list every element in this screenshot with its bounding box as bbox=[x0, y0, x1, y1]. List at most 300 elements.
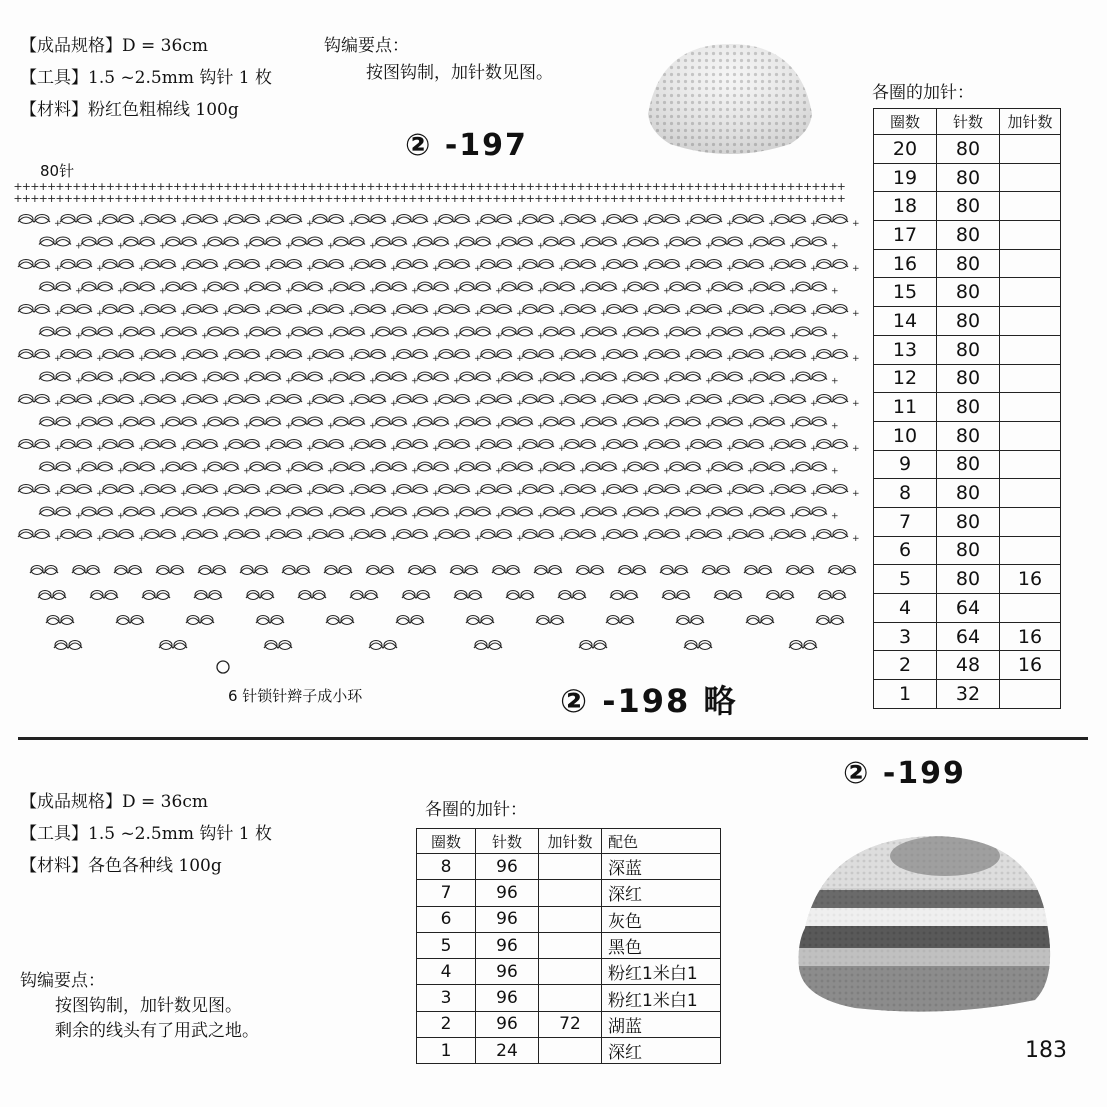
svg-text:+: + bbox=[96, 489, 104, 499]
svg-text:+: + bbox=[584, 180, 594, 193]
table-cell bbox=[1000, 479, 1061, 508]
title-197: ② -197 bbox=[405, 128, 528, 163]
svg-text:+: + bbox=[357, 180, 368, 193]
table-cell: 1 bbox=[417, 1038, 476, 1064]
svg-text:+: + bbox=[634, 192, 645, 205]
svg-text:+: + bbox=[54, 354, 62, 364]
svg-text:+: + bbox=[684, 264, 692, 274]
svg-text:+: + bbox=[130, 192, 141, 205]
svg-text:+: + bbox=[307, 192, 317, 205]
svg-text:+: + bbox=[147, 192, 158, 205]
svg-text:+: + bbox=[475, 192, 485, 205]
svg-text:+: + bbox=[243, 241, 251, 252]
svg-text:+: + bbox=[206, 180, 216, 193]
svg-text:+: + bbox=[390, 399, 398, 409]
table-cell: 6 bbox=[874, 536, 937, 565]
table-cell: 80 bbox=[937, 393, 1000, 422]
table-cell: 80 bbox=[937, 421, 1000, 450]
svg-text:+: + bbox=[222, 219, 230, 229]
svg-text:+: + bbox=[726, 399, 734, 409]
svg-text:+: + bbox=[159, 376, 167, 387]
svg-text:+: + bbox=[138, 444, 146, 454]
svg-text:+: + bbox=[349, 192, 359, 205]
table-cell: 64 bbox=[937, 622, 1000, 651]
table-cell: 12 bbox=[874, 364, 937, 393]
table-cell bbox=[1000, 680, 1061, 709]
svg-text:+: + bbox=[718, 192, 729, 205]
svg-text:+: + bbox=[285, 286, 293, 297]
svg-text:+: + bbox=[579, 376, 587, 387]
svg-text:+: + bbox=[621, 421, 629, 432]
svg-text:+: + bbox=[80, 192, 90, 205]
hat-photo-199 bbox=[795, 828, 1060, 1018]
svg-text:+: + bbox=[495, 331, 503, 342]
svg-text:+: + bbox=[54, 489, 62, 499]
table-cell: 16 bbox=[1000, 622, 1061, 651]
svg-text:+: + bbox=[21, 192, 32, 205]
svg-text:+: + bbox=[810, 534, 818, 544]
svg-text:+: + bbox=[222, 489, 230, 499]
svg-text:+: + bbox=[399, 192, 410, 205]
svg-text:+: + bbox=[579, 466, 587, 477]
svg-text:+: + bbox=[432, 219, 440, 229]
svg-text:+: + bbox=[600, 219, 608, 229]
svg-text:+: + bbox=[117, 376, 125, 387]
table-cell: 13 bbox=[874, 335, 937, 364]
table-cell: 湖蓝 bbox=[602, 1011, 721, 1037]
table-cell bbox=[539, 880, 602, 906]
table-cell: 15 bbox=[874, 278, 937, 307]
svg-text:+: + bbox=[768, 219, 776, 229]
svg-text:+: + bbox=[198, 192, 208, 205]
svg-text:+: + bbox=[264, 354, 272, 364]
svg-text:+: + bbox=[567, 192, 578, 205]
svg-text:+: + bbox=[306, 354, 314, 364]
svg-text:+: + bbox=[537, 466, 545, 477]
svg-text:+: + bbox=[432, 399, 440, 409]
svg-text:+: + bbox=[600, 354, 608, 364]
svg-text:+: + bbox=[13, 180, 23, 193]
svg-text:+: + bbox=[432, 489, 440, 499]
svg-text:+: + bbox=[466, 192, 477, 205]
svg-text:+: + bbox=[54, 219, 62, 229]
svg-text:+: + bbox=[558, 264, 566, 274]
svg-text:+: + bbox=[172, 192, 183, 205]
svg-text:+: + bbox=[30, 180, 40, 193]
svg-text:+: + bbox=[96, 309, 104, 319]
notes-line2-199: 剩余的线头有了用武之地。 bbox=[55, 1021, 259, 1041]
svg-text:+: + bbox=[802, 192, 813, 205]
svg-text:+: + bbox=[542, 192, 552, 205]
svg-text:+: + bbox=[114, 180, 124, 193]
svg-text:+: + bbox=[298, 192, 309, 205]
svg-text:+: + bbox=[684, 444, 692, 454]
svg-text:+: + bbox=[374, 192, 384, 205]
svg-text:+: + bbox=[828, 192, 838, 205]
svg-text:+: + bbox=[726, 489, 734, 499]
svg-text:+: + bbox=[810, 309, 818, 319]
svg-text:+: + bbox=[117, 241, 125, 252]
svg-text:+: + bbox=[180, 489, 188, 499]
svg-text:+: + bbox=[117, 331, 125, 342]
section-divider bbox=[18, 737, 1088, 740]
header-rounds: 圈数 bbox=[417, 829, 476, 854]
table-cell: 16 bbox=[874, 249, 937, 278]
svg-text:+: + bbox=[537, 331, 545, 342]
svg-text:+: + bbox=[315, 180, 326, 193]
increase-table-199 bbox=[416, 828, 721, 1064]
svg-text:+: + bbox=[789, 376, 797, 387]
svg-text:+: + bbox=[735, 192, 746, 205]
svg-text:+: + bbox=[306, 489, 314, 499]
svg-text:+: + bbox=[201, 511, 209, 522]
svg-text:+: + bbox=[348, 264, 356, 274]
table-cell bbox=[539, 906, 602, 932]
table-cell: 96 bbox=[476, 1011, 539, 1037]
svg-text:+: + bbox=[609, 192, 620, 205]
svg-text:+: + bbox=[768, 444, 776, 454]
table-cell bbox=[1000, 421, 1061, 450]
table-cell: 80 bbox=[937, 536, 1000, 565]
svg-text:+: + bbox=[483, 192, 494, 205]
svg-text:+: + bbox=[201, 331, 209, 342]
table-cell bbox=[1000, 221, 1061, 250]
svg-text:+: + bbox=[159, 511, 167, 522]
svg-text:+: + bbox=[516, 399, 524, 409]
svg-text:+: + bbox=[164, 180, 174, 193]
svg-text:+: + bbox=[789, 421, 797, 432]
svg-text:+: + bbox=[660, 192, 670, 205]
svg-text:+: + bbox=[348, 534, 356, 544]
svg-text:+: + bbox=[240, 180, 250, 193]
svg-text:+: + bbox=[453, 466, 461, 477]
svg-text:+: + bbox=[663, 241, 671, 252]
svg-text:+: + bbox=[747, 511, 755, 522]
svg-text:+: + bbox=[243, 286, 251, 297]
svg-text:+: + bbox=[248, 192, 258, 205]
svg-text:+: + bbox=[348, 219, 356, 229]
svg-text:+: + bbox=[550, 192, 561, 205]
svg-text:+: + bbox=[663, 286, 671, 297]
svg-text:+: + bbox=[760, 180, 771, 193]
svg-text:+: + bbox=[54, 264, 62, 274]
table-row bbox=[874, 479, 1061, 508]
table-row bbox=[417, 880, 721, 906]
svg-text:+: + bbox=[105, 192, 116, 205]
table-cell bbox=[1000, 163, 1061, 192]
table-cell bbox=[1000, 192, 1061, 221]
svg-text:+: + bbox=[810, 264, 818, 274]
svg-text:+: + bbox=[450, 180, 460, 193]
svg-text:+: + bbox=[537, 286, 545, 297]
table-cell: 80 bbox=[937, 364, 1000, 393]
table-row bbox=[417, 1038, 721, 1064]
svg-text:+: + bbox=[214, 192, 225, 205]
notes-title-197: 钩编要点： bbox=[324, 36, 409, 56]
table-row bbox=[874, 278, 1061, 307]
svg-text:+: + bbox=[542, 180, 552, 193]
svg-text:+: + bbox=[307, 180, 317, 193]
table-cell: 96 bbox=[476, 932, 539, 958]
svg-text:+: + bbox=[663, 376, 671, 387]
svg-text:+: + bbox=[726, 309, 734, 319]
svg-text:+: + bbox=[836, 180, 846, 193]
table-cell: 17 bbox=[874, 221, 937, 250]
svg-text:+: + bbox=[474, 219, 482, 229]
svg-text:+: + bbox=[75, 511, 83, 522]
svg-text:+: + bbox=[534, 180, 544, 193]
svg-text:+: + bbox=[584, 192, 594, 205]
svg-text:+: + bbox=[156, 180, 166, 193]
svg-text:+: + bbox=[285, 421, 293, 432]
svg-text:+: + bbox=[747, 376, 755, 387]
svg-text:+: + bbox=[390, 264, 398, 274]
svg-text:+: + bbox=[340, 180, 351, 193]
svg-text:+: + bbox=[789, 466, 797, 477]
svg-text:+: + bbox=[558, 534, 566, 544]
table-title-199: 各圈的加针： bbox=[425, 800, 527, 820]
table-cell: 80 bbox=[937, 479, 1000, 508]
svg-text:+: + bbox=[139, 192, 149, 205]
svg-text:+: + bbox=[366, 180, 376, 193]
svg-text:+: + bbox=[96, 219, 104, 229]
svg-text:+: + bbox=[726, 444, 734, 454]
svg-text:+: + bbox=[558, 309, 566, 319]
svg-text:+: + bbox=[558, 399, 566, 409]
svg-text:+: + bbox=[579, 241, 587, 252]
svg-text:+: + bbox=[222, 444, 230, 454]
svg-text:+: + bbox=[634, 180, 645, 193]
svg-text:+: + bbox=[710, 180, 720, 193]
svg-text:+: + bbox=[264, 489, 272, 499]
table-cell: 64 bbox=[937, 594, 1000, 623]
svg-text:+: + bbox=[285, 331, 293, 342]
svg-text:+: + bbox=[831, 286, 839, 297]
svg-text:+: + bbox=[243, 376, 251, 387]
svg-text:+: + bbox=[621, 511, 629, 522]
svg-text:+: + bbox=[201, 286, 209, 297]
svg-text:+: + bbox=[88, 192, 99, 205]
svg-text:+: + bbox=[273, 180, 284, 193]
svg-text:+: + bbox=[231, 192, 242, 205]
svg-text:+: + bbox=[516, 309, 524, 319]
svg-text:+: + bbox=[828, 180, 838, 193]
svg-text:+: + bbox=[811, 180, 821, 193]
svg-text:+: + bbox=[38, 180, 48, 193]
svg-text:+: + bbox=[180, 399, 188, 409]
notes-text-197: 按图钩制，加针数见图。 bbox=[366, 63, 553, 83]
table-cell: 96 bbox=[476, 854, 539, 880]
svg-text:+: + bbox=[285, 466, 293, 477]
svg-text:+: + bbox=[201, 466, 209, 477]
svg-text:+: + bbox=[55, 180, 65, 193]
svg-text:+: + bbox=[369, 241, 377, 252]
table-cell: 80 bbox=[937, 507, 1000, 536]
svg-text:+: + bbox=[819, 192, 830, 205]
svg-text:+: + bbox=[831, 511, 839, 522]
svg-text:+: + bbox=[369, 331, 377, 342]
svg-text:+: + bbox=[642, 534, 650, 544]
svg-text:+: + bbox=[684, 309, 692, 319]
material-197: 【材料】粉红色粗棉线 100g bbox=[20, 100, 239, 120]
svg-text:+: + bbox=[559, 192, 569, 205]
table-cell: 32 bbox=[937, 680, 1000, 709]
svg-text:+: + bbox=[768, 399, 776, 409]
table-cell bbox=[539, 959, 602, 985]
svg-text:+: + bbox=[273, 192, 284, 205]
header-stitches: 针数 bbox=[937, 109, 1000, 135]
svg-text:+: + bbox=[54, 399, 62, 409]
svg-text:+: + bbox=[46, 180, 57, 193]
table-cell bbox=[1000, 393, 1061, 422]
svg-text:+: + bbox=[811, 192, 821, 205]
svg-text:+: + bbox=[537, 511, 545, 522]
svg-text:+: + bbox=[450, 192, 460, 205]
table-cell: 20 bbox=[874, 135, 937, 164]
table-cell bbox=[539, 985, 602, 1011]
table-cell: 黑色 bbox=[602, 932, 721, 958]
svg-text:+: + bbox=[474, 264, 482, 274]
svg-text:+: + bbox=[54, 309, 62, 319]
svg-text:+: + bbox=[668, 192, 678, 205]
svg-text:+: + bbox=[525, 192, 536, 205]
svg-text:+: + bbox=[600, 309, 608, 319]
table-row bbox=[874, 536, 1061, 565]
svg-text:+: + bbox=[264, 264, 272, 274]
table-cell bbox=[539, 932, 602, 958]
table-row bbox=[417, 1011, 721, 1037]
svg-text:+: + bbox=[702, 192, 712, 205]
svg-text:+: + bbox=[159, 286, 167, 297]
svg-text:+: + bbox=[852, 399, 860, 409]
svg-text:+: + bbox=[411, 331, 419, 342]
svg-text:+: + bbox=[432, 264, 440, 274]
header-rounds: 圈数 bbox=[874, 109, 937, 135]
svg-text:+: + bbox=[500, 192, 510, 205]
svg-text:+: + bbox=[516, 534, 524, 544]
svg-text:+: + bbox=[256, 180, 267, 193]
table-cell bbox=[1000, 507, 1061, 536]
svg-text:+: + bbox=[831, 241, 839, 252]
svg-text:+: + bbox=[642, 219, 650, 229]
table-row bbox=[417, 932, 721, 958]
table-cell: 80 bbox=[937, 565, 1000, 594]
svg-text:+: + bbox=[96, 444, 104, 454]
svg-text:+: + bbox=[684, 534, 692, 544]
svg-text:+: + bbox=[433, 180, 443, 193]
svg-text:+: + bbox=[416, 180, 426, 193]
svg-text:+: + bbox=[508, 192, 519, 205]
table-cell: 24 bbox=[476, 1038, 539, 1064]
svg-text:+: + bbox=[231, 180, 242, 193]
table-row bbox=[874, 364, 1061, 393]
table-cell bbox=[1000, 594, 1061, 623]
svg-text:+: + bbox=[495, 421, 503, 432]
svg-text:+: + bbox=[492, 180, 502, 193]
svg-text:+: + bbox=[306, 444, 314, 454]
svg-text:+: + bbox=[164, 192, 174, 205]
svg-text:+: + bbox=[75, 466, 83, 477]
svg-text:+: + bbox=[747, 241, 755, 252]
svg-text:+: + bbox=[600, 399, 608, 409]
svg-text:+: + bbox=[222, 534, 230, 544]
svg-text:+: + bbox=[789, 331, 797, 342]
svg-text:+: + bbox=[685, 180, 695, 193]
svg-text:+: + bbox=[516, 444, 524, 454]
svg-text:+: + bbox=[96, 354, 104, 364]
svg-text:+: + bbox=[744, 192, 754, 205]
svg-text:+: + bbox=[768, 489, 776, 499]
svg-text:+: + bbox=[492, 192, 502, 205]
svg-text:+: + bbox=[852, 444, 860, 454]
svg-text:+: + bbox=[684, 399, 692, 409]
table-cell bbox=[539, 1038, 602, 1064]
svg-text:+: + bbox=[159, 331, 167, 342]
svg-text:+: + bbox=[306, 399, 314, 409]
svg-text:+: + bbox=[72, 180, 82, 193]
svg-text:+: + bbox=[794, 192, 804, 205]
svg-text:+: + bbox=[390, 309, 398, 319]
table-row bbox=[417, 906, 721, 932]
svg-text:+: + bbox=[411, 286, 419, 297]
svg-text:+: + bbox=[243, 421, 251, 432]
svg-text:+: + bbox=[223, 192, 233, 205]
svg-text:+: + bbox=[663, 511, 671, 522]
svg-text:+: + bbox=[369, 286, 377, 297]
svg-text:+: + bbox=[180, 444, 188, 454]
table-cell: 80 bbox=[937, 221, 1000, 250]
svg-text:+: + bbox=[366, 192, 376, 205]
table-row bbox=[874, 450, 1061, 479]
svg-text:+: + bbox=[516, 354, 524, 364]
svg-text:+: + bbox=[550, 180, 561, 193]
table-row bbox=[874, 651, 1061, 680]
svg-text:+: + bbox=[705, 331, 713, 342]
svg-text:+: + bbox=[408, 180, 418, 193]
svg-text:+: + bbox=[332, 180, 342, 193]
svg-text:+: + bbox=[55, 192, 65, 205]
svg-text:+: + bbox=[21, 180, 32, 193]
table-cell: 粉红1米白1 bbox=[602, 985, 721, 1011]
svg-text:+: + bbox=[663, 331, 671, 342]
svg-text:+: + bbox=[222, 399, 230, 409]
svg-text:+: + bbox=[306, 219, 314, 229]
svg-text:+: + bbox=[710, 192, 720, 205]
svg-text:+: + bbox=[369, 511, 377, 522]
svg-text:+: + bbox=[621, 286, 629, 297]
table-row bbox=[874, 507, 1061, 536]
svg-text:+: + bbox=[399, 180, 410, 193]
svg-text:+: + bbox=[592, 180, 603, 193]
svg-text:+: + bbox=[684, 219, 692, 229]
svg-text:+: + bbox=[54, 534, 62, 544]
table-cell: 80 bbox=[937, 163, 1000, 192]
table-row bbox=[417, 985, 721, 1011]
svg-text:+: + bbox=[181, 192, 191, 205]
svg-text:+: + bbox=[214, 180, 225, 193]
svg-text:+: + bbox=[348, 354, 356, 364]
svg-text:+: + bbox=[642, 309, 650, 319]
svg-text:+: + bbox=[794, 180, 804, 193]
svg-text:+: + bbox=[117, 511, 125, 522]
svg-text:+: + bbox=[374, 180, 384, 193]
svg-text:+: + bbox=[243, 331, 251, 342]
table-cell: 16 bbox=[1000, 565, 1061, 594]
table-row bbox=[874, 221, 1061, 250]
svg-text:+: + bbox=[744, 180, 754, 193]
svg-text:+: + bbox=[97, 192, 107, 205]
svg-text:+: + bbox=[306, 309, 314, 319]
